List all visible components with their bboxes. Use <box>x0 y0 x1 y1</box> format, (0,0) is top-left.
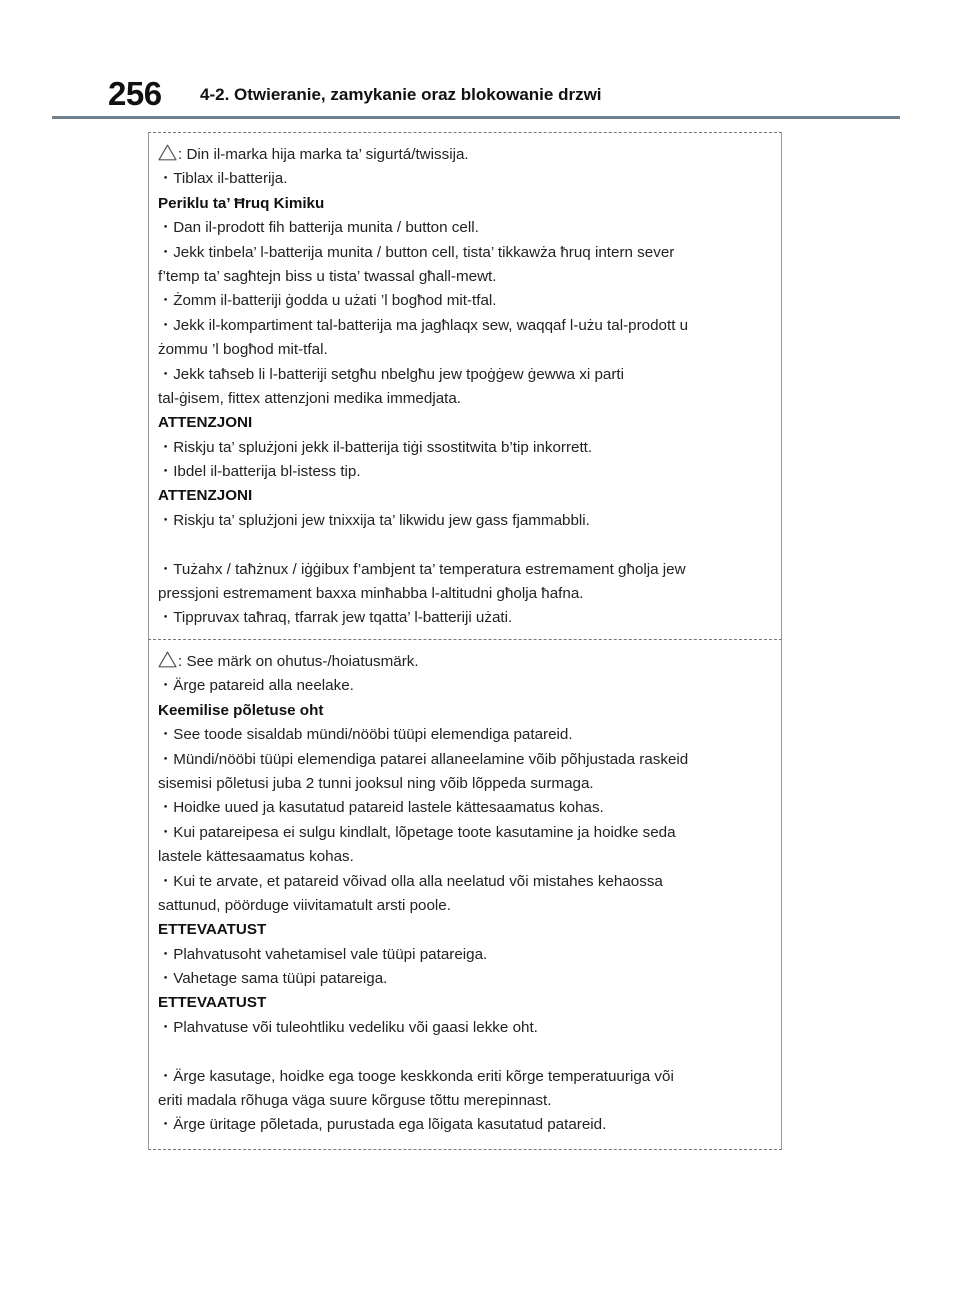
page-number: 256 <box>108 75 162 112</box>
warning-line: ・Ärge patareid alla neelake. <box>158 677 354 695</box>
warning-line: ・Tippruvax taħraq, tfarrak jew tqatta’ l-batteriji użati. <box>158 609 513 627</box>
warning-line: ・Ärge üritage põletada, purustada ega lõigata kasutatud patareid. <box>158 1116 607 1134</box>
warning-line: żommu ’l bogħod mit-tfal. <box>158 341 328 359</box>
warning-text-estonian <box>158 650 773 1138</box>
warning-line: ・Riskju ta’ splużjoni jew tnixxija ta’ likwidu jew gass fjammabbli. <box>158 511 590 529</box>
warning-line: f’temp ta’ sagħtejn biss u tista’ twassal għall-mewt. <box>158 267 497 285</box>
warning-line: ・See toode sisaldab mündi/nööbi tüüpi elemendiga patareid. <box>158 726 573 744</box>
warning-heading: ETTEVAATUST <box>158 921 267 939</box>
warning-line: ・Mündi/nööbi tüüpi elemendiga patarei allaneelamine võib põhjustada raskeid <box>158 750 689 768</box>
warning-line: tal-ġisem, fittex attenzjoni medika immedjata. <box>158 389 462 407</box>
warning-line: ・Jekk taħseb li l-batteriji setgħu nbelgħu jew tpoġġew ġewwa xi parti <box>158 365 624 383</box>
warning-heading: ATTENZJONI <box>158 414 253 432</box>
warning-box-estonian <box>148 640 782 1150</box>
warning-line: pressjoni estremament baxxa minħabba l-altitudni għolja ħafna. <box>158 585 584 603</box>
warning-line: eriti madala rõhuga väga suure kõrguse tõttu merepinnast. <box>158 1092 552 1110</box>
warning-line: ・Żomm il-batteriji ġodda u użati ’l bogħod mit-tfal. <box>158 292 497 310</box>
warning-symbol-line <box>158 143 773 167</box>
warning-line: ・Kui patareipesa ei sulgu kindlalt, lõpetage toote kasutamine ja hoidke seda <box>158 823 676 841</box>
warning-line: ・Vahetage sama tüüpi patareiga. <box>158 970 388 988</box>
warning-text-maltese <box>158 143 773 631</box>
warning-line: ・Jekk il-kompartiment tal-batterija ma jagħlaqx sew, waqqaf l-użu tal-prodott u <box>158 316 689 334</box>
warning-line: lastele kättesaamatus kohas. <box>158 848 354 866</box>
warning-triangle-icon <box>158 144 177 161</box>
blank-line <box>158 533 773 557</box>
warning-triangle-icon <box>158 651 177 668</box>
section-title: 4-2. Otwieranie, zamykanie oraz blokowanie drzwi <box>200 85 602 104</box>
warning-line: ・Hoidke uued ja kasutatud patareid lastele kättesaamatus kohas. <box>158 799 604 817</box>
warning-line: sattunud, pöörduge viivitamatult arsti poole. <box>158 896 451 914</box>
warning-heading: ETTEVAATUST <box>158 994 267 1012</box>
page-header <box>52 74 900 119</box>
warning-line: ・Tiblax il-batterija. <box>158 170 288 188</box>
warning-line: ・Riskju ta’ splużjoni jekk il-batterija tiġi ssostitwita b’tip inkorrett. <box>158 438 593 456</box>
warning-line: ・Jekk tinbela’ l-batterija munita / button cell, tista’ tikkawża ħruq intern sever <box>158 243 675 261</box>
warning-line: ・Tużahx / taħżnux / iġġibux f’ambjent ta’ temperatura estremament għolja jew <box>158 560 686 578</box>
warning-line: ・Dan il-prodott fih batterija munita / button cell. <box>158 219 479 237</box>
warning-box-maltese <box>148 132 782 640</box>
warning-symbol-line <box>158 650 773 674</box>
warning-line: sisemisi põletusi juba 2 tunni jooksul ning võib lõppeda surmaga. <box>158 774 594 792</box>
warning-line: ・Plahvatuse või tuleohtliku vedeliku või gaasi lekke oht. <box>158 1018 538 1036</box>
warning-line: ・Ibdel il-batterija bl-istess tip. <box>158 463 361 481</box>
warning-heading: ATTENZJONI <box>158 487 253 505</box>
warning-line: ・Kui te arvate, et patareid võivad olla alla neelatud või mistahes kehaossa <box>158 872 663 890</box>
warning-line: ・Plahvatusoht vahetamisel vale tüüpi patareiga. <box>158 945 488 963</box>
blank-line <box>158 1040 773 1064</box>
warning-symbol-text: : See märk on ohutus-/hoiatusmärk. <box>178 653 419 670</box>
warning-symbol-text: : Din il-marka hija marka ta’ sigurtá/twissija. <box>178 146 469 163</box>
warning-heading: Keemilise põletuse oht <box>158 701 324 719</box>
warning-heading: Periklu ta’ Ħruq Kimiku <box>158 194 325 212</box>
warning-line: ・Ärge kasutage, hoidke ega tooge keskkonda eriti kõrge temperatuuriga või <box>158 1067 674 1085</box>
